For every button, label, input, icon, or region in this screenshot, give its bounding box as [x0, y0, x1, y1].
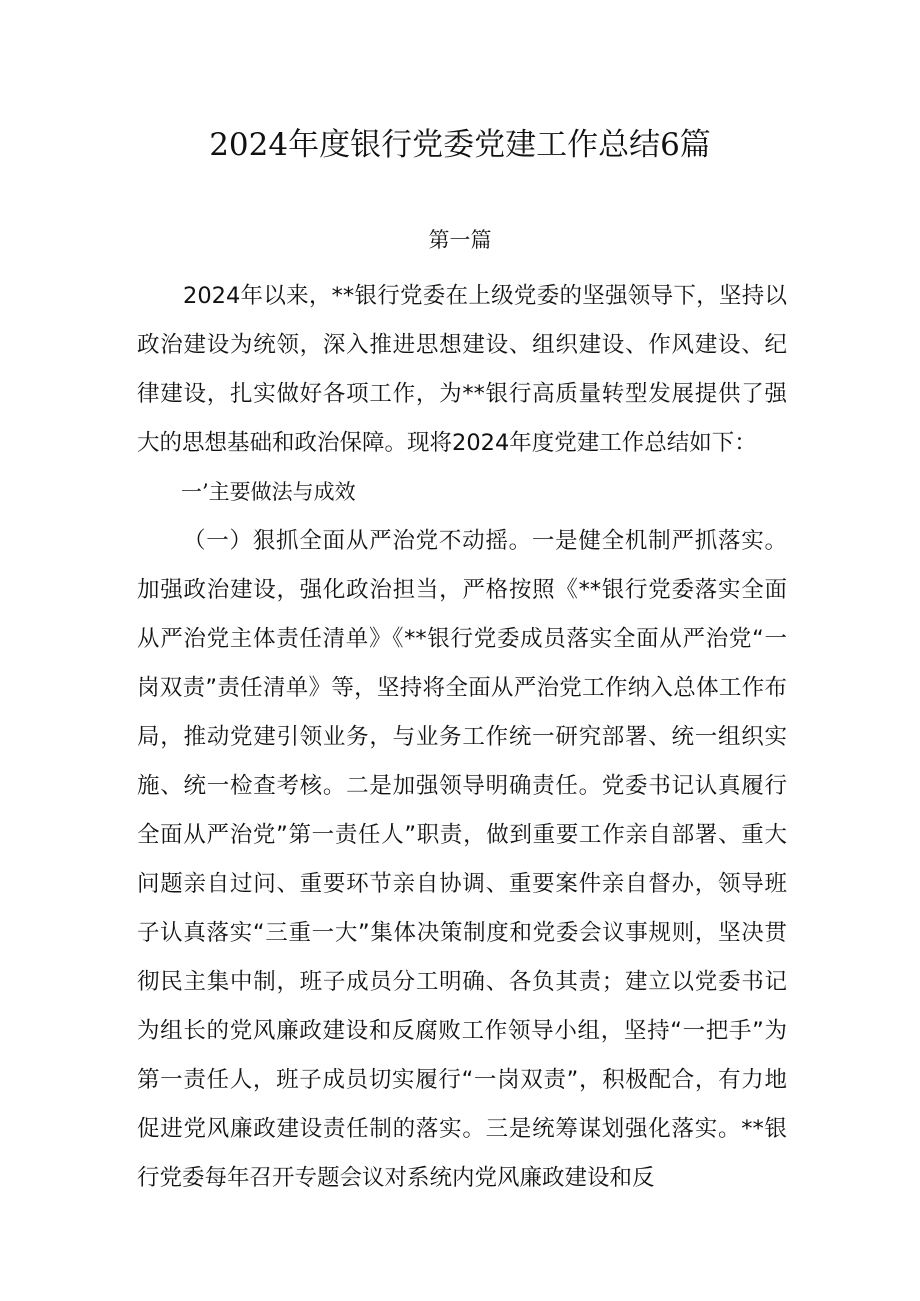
- document-title: 2024年度银行党委党建工作总结6篇: [209, 127, 711, 163]
- heading-main-practices: 一’主要做法与成效: [181, 480, 356, 504]
- intro-paragraph: 2024年以来，**银行党委在上级党委的坚强领导下，坚持以政治建设为统领，深入推进思想建设、组织建设、作风建设、纪律建设，扎实做好各项工作，为**银行高质量转型发展提供了强大的思想基础和政治保障。现将2024年度党建工作总结如下：: [137, 283, 787, 456]
- paragraph-party-discipline: （一）狠抓全面从严治党不动摇。一是健全机制严抓落实。加强政治建设，强化政治担当，严格按照《**银行党委落实全面从严治党主体责任清单》《**银行党委成员落实全面从严治党“一岗双责”责任清单》等，坚持将全面从严治党工作纳入总体工作布局，推动党建引领业务，与业务工作统一研究部署、统一组织实施、统一检查考核。二是加强领导明确责任。党委书记认真履行全面从严治党”第一责任人”职责，做到重要工作亲自部署、重大问题亲自过问、重要环节亲自协调、重要案件亲自督办，领导班子认真落实“三重一大”集体决策制度和党委会议事规则，坚决贯彻民主集中制，班子成员分工明确、各负其责；建立以党委书记为组长的党风廉政建设和反腐败工作领导小组，坚持“一把手”为第一责任人，班子成员切实履行“一岗双责”，积极配合，有力地促进党风廉政建设责任制的落实。三是统筹谋划强化落实。**银行党委每年召开专题会议对系统内党风廉政建设和反: [137, 528, 787, 1191]
- document-body: [137, 272, 787, 1203]
- section-label: 第一篇: [428, 228, 492, 252]
